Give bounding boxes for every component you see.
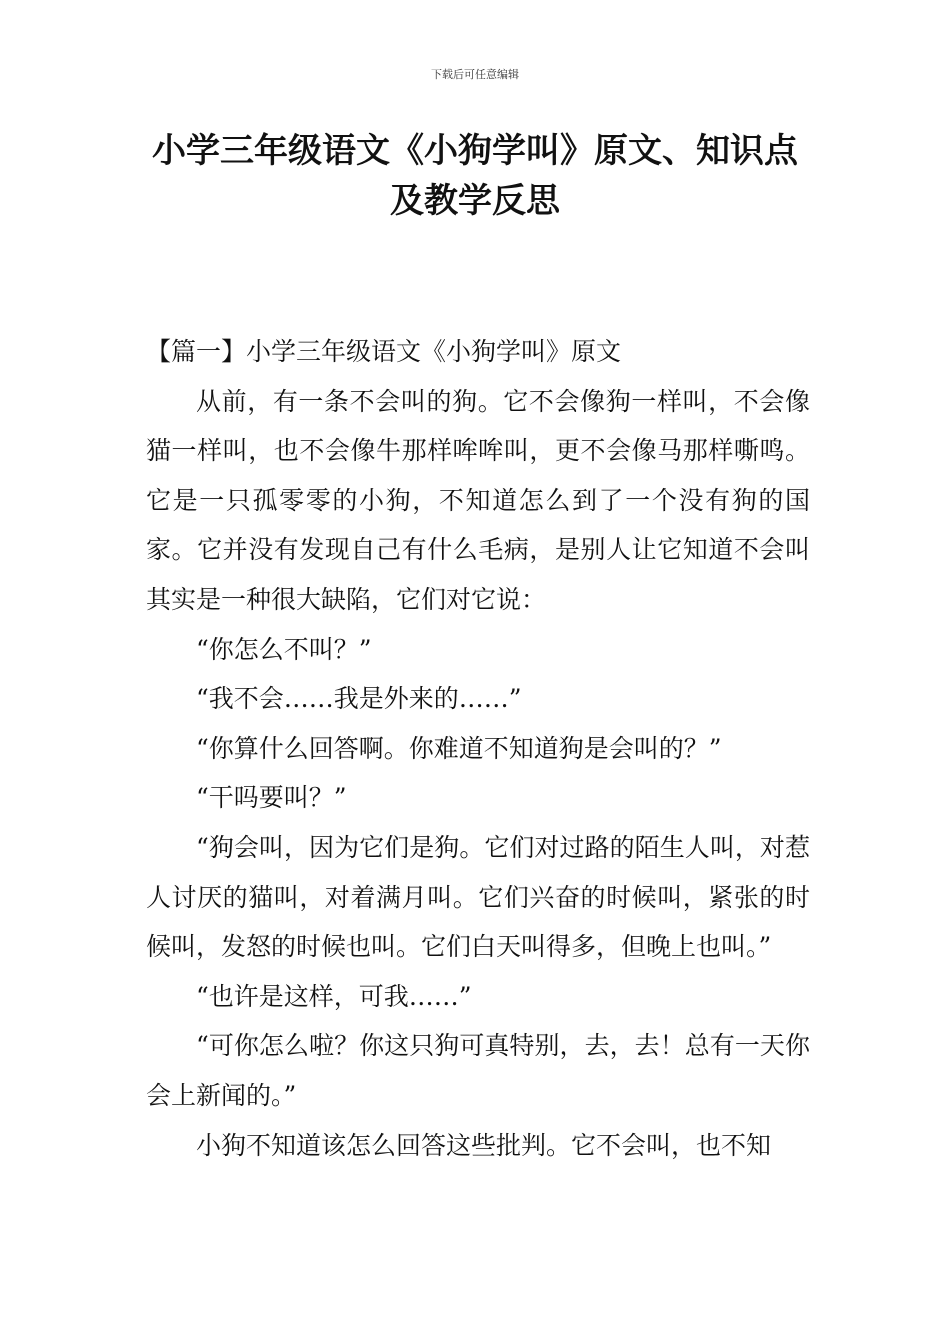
document-body <box>146 327 810 1170</box>
paragraph: 小狗不知道该怎么回答这些批判。它不会叫，也不知 <box>196 1130 772 1160</box>
paragraph: “你怎么不叫？” <box>196 634 372 664</box>
paragraph: 从前，有一条不会叫的狗。它不会像狗一样叫，不会像猫一样叫，也不会像牛那样哞哞叫，更不会像马那样嘶鸣。它是一只孤零零的小狗，不知道怎么到了一个没有狗的国家。它并没有发现自己有什么毛病，是别人让它知道不会叫其实是一种很大缺陷，它们对它说： <box>146 386 810 614</box>
document-title: 小学三年级语文《小狗学叫》原文、知识点及教学反思 <box>152 131 798 221</box>
paragraph: “干吗要叫？” <box>196 783 347 813</box>
paragraph: “也许是这样，可我……” <box>196 981 472 1011</box>
paragraph: “狗会叫，因为它们是狗。它们对过路的陌生人叫，对惹人讨厌的猫叫，对着满月叫。它们兴奋的时候叫，紧张的时候叫，发怒的时候也叫。它们白天叫得多，但晚上也叫。” <box>146 832 810 962</box>
header-note: 下载后可任意编辑 <box>431 68 519 81</box>
section-heading: 【篇一】小学三年级语文《小狗学叫》原文 <box>146 337 622 366</box>
paragraph: “你算什么回答啊。你难道不知道狗是会叫的？” <box>196 733 722 763</box>
paragraph: “可你怎么啦？你这只狗可真特别，去，去！总有一天你会上新闻的。” <box>146 1031 810 1110</box>
paragraph: “我不会……我是外来的……” <box>196 684 522 714</box>
